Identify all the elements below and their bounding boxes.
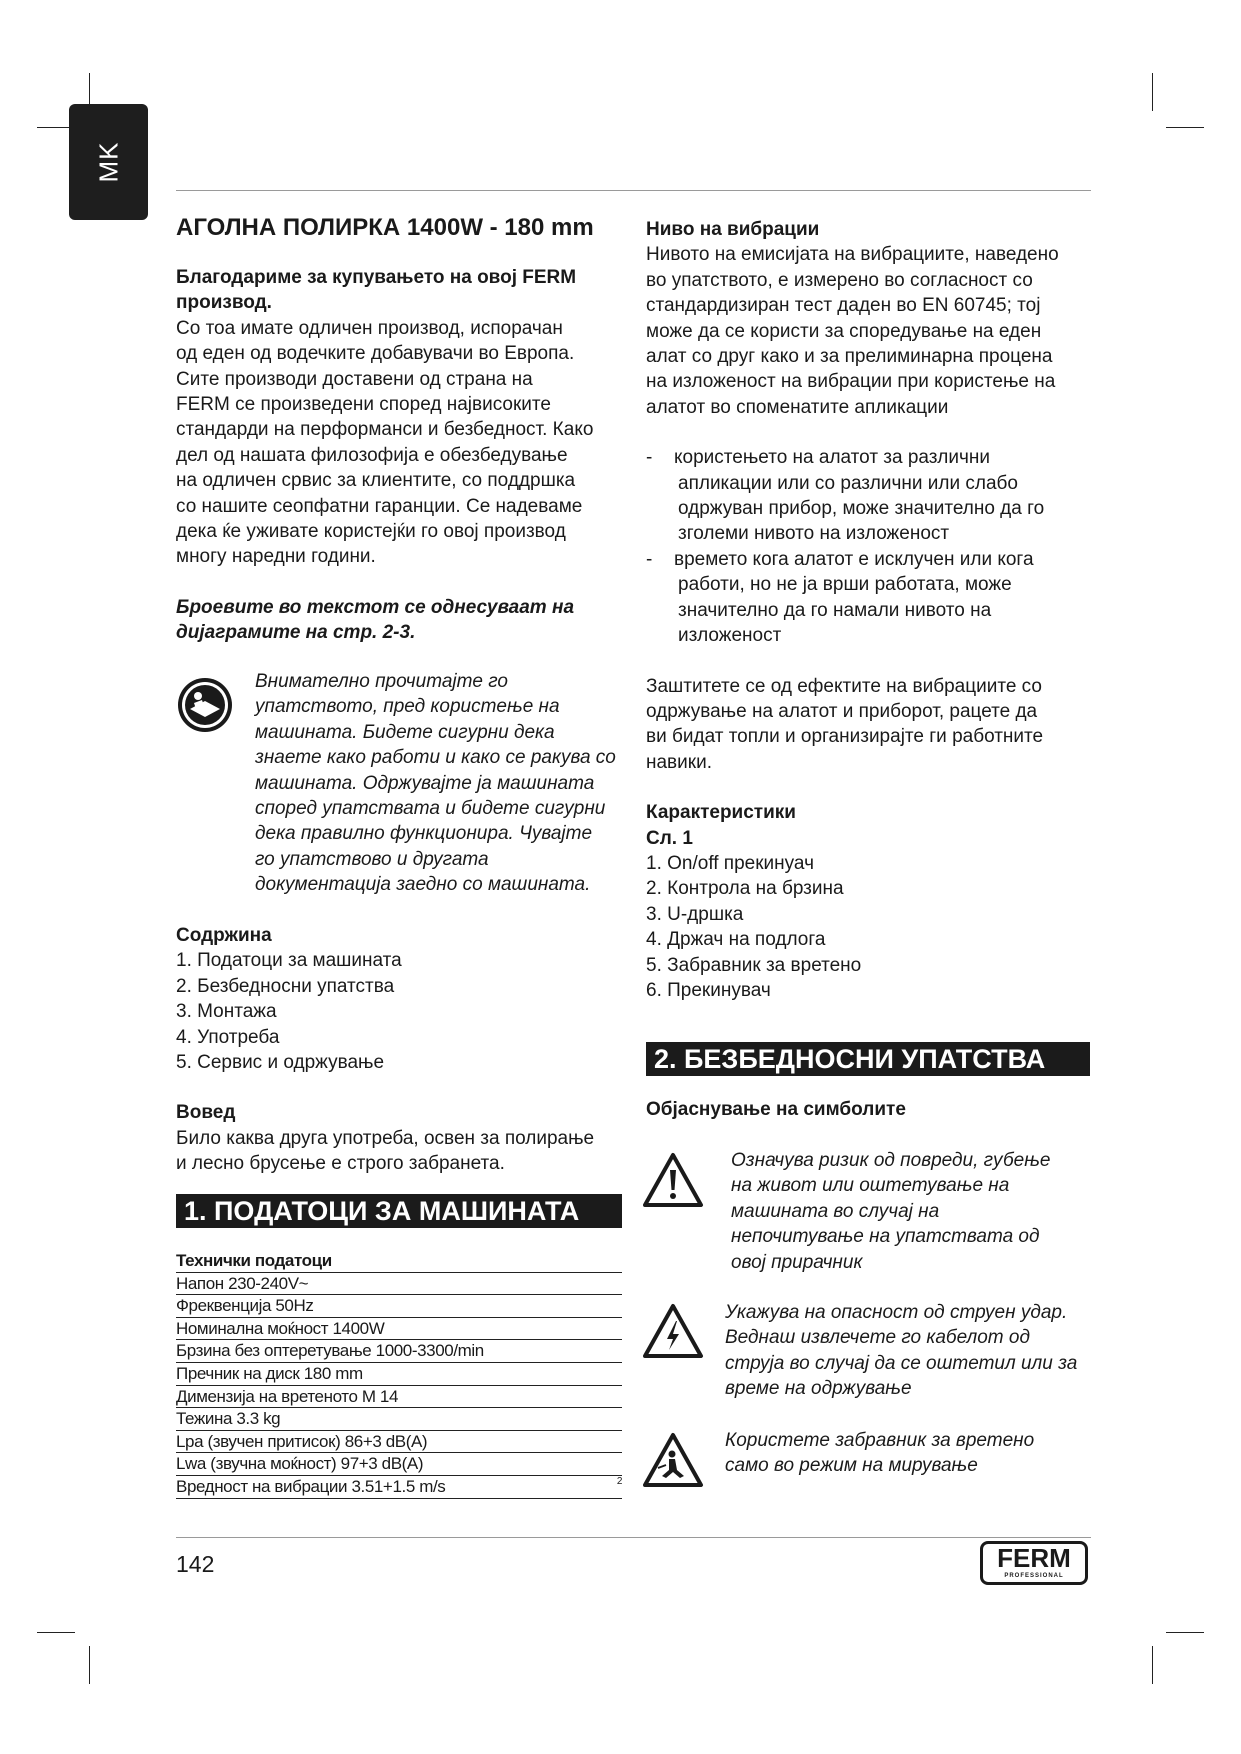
list-item [646, 445, 1106, 547]
table-row: Пречник на диск 180 mm [176, 1363, 622, 1386]
symbol-description [725, 1428, 1115, 1479]
section2-heading-bar: 2. БЕЗБЕДНОСНИ УПАТСТВА [646, 1042, 1090, 1076]
warning-triangle-icon [642, 1152, 704, 1208]
crop-mark [1152, 1646, 1153, 1684]
language-tab [69, 104, 148, 220]
protect-line: Заштитете се од ефектите на вибрациите со [646, 675, 1042, 697]
vibration-line: алатот во споменатите апликации [646, 396, 949, 418]
symbol-line: Укажува на опасност од струен удар. [725, 1302, 1068, 1323]
symbols-heading: Објаснување на симболите [646, 1099, 906, 1120]
manual-note-line: упатството, пред користење на [255, 696, 560, 718]
header-divider [176, 190, 1091, 191]
tech-data-table [176, 1250, 622, 1499]
vibration-line: алат со друг како и за прелиминарна процена [646, 346, 1053, 368]
intro-line: стандарди на перформанси и безбедност. Како [176, 419, 594, 441]
table-row: Напон 230-240V~ [176, 1273, 622, 1296]
brand-name: FERM [997, 1543, 1071, 1573]
intro-line: со нашите сеопфатни гаранции. Се надеваме [176, 495, 583, 517]
symbol-line: Користете забравник за вретено [725, 1430, 1035, 1451]
feature-item: 2. Контрола на брзина [646, 878, 844, 900]
intro-line: од еден од водечките добавувачи во Европа. [176, 343, 575, 365]
bullet-dash: - [646, 447, 653, 469]
symbol-line: Веднаш извлечете го кабелот од [725, 1327, 1030, 1349]
feature-item: 4. Држач на подлога [646, 929, 826, 951]
bullet-dash: - [646, 548, 653, 570]
intro-line: FERM се произведени според највисоките [176, 394, 551, 416]
footer-divider [176, 1537, 1091, 1538]
diagram-note-line: дијаграмите на стр. 2-3. [176, 622, 416, 644]
vibration-value: Вредност на вибрации 3.51+1.5 m/s [176, 1476, 446, 1496]
contents-item: 4. Употреба [176, 1026, 280, 1048]
thanks-line: Благодариме за купувањето на овој FERM [176, 267, 577, 288]
table-row: Фреквенција 50Hz [176, 1295, 622, 1318]
page-title: АГОЛНА ПОЛИРКА 1400W - 180 mm [176, 214, 594, 241]
vibration-line: на изложеност на вибрации при користење на [646, 371, 1056, 393]
manual-note-line: дека правилно функционира. Чувајте [255, 823, 593, 845]
vibration-heading: Ниво на вибрации [646, 219, 820, 240]
symbol-description [725, 1300, 1115, 1402]
symbol-description [731, 1148, 1111, 1275]
symbol-line: време на одржување [725, 1378, 912, 1400]
manual-note-line: документација заедно со машината. [255, 874, 591, 896]
usage-line: и лесно брусење е строго забранета. [176, 1153, 505, 1175]
crop-mark [1166, 1632, 1204, 1633]
vibration-line: Нивото на емисијата на вибрациите, наведено [646, 244, 1059, 266]
crop-mark [37, 1632, 75, 1633]
crop-mark [89, 1646, 90, 1684]
list-item [646, 547, 1106, 649]
vibration-line: може да се користи за споредување на еден [646, 320, 1042, 342]
bullet-line: зголеми нивото на изложеност [678, 523, 950, 545]
left-column [176, 213, 626, 646]
symbol-line: машината во случај на [731, 1200, 940, 1222]
superscript: 2 [616, 1475, 622, 1487]
vibration-line: во упатството, е измерено во согласност со [646, 269, 1033, 291]
manual-note-line: според упатствата и бидете сигурни [255, 798, 606, 820]
features-figure-ref: Сл. 1 [646, 827, 693, 849]
protect-line: одржување на алатот и приборот, рацете да [646, 700, 1038, 722]
bullet-line: времето кога алатот е исклучен или кога [674, 548, 1034, 570]
crop-mark [1152, 73, 1153, 111]
usage-line: Било каква друга употреба, освен за полирање [176, 1127, 595, 1149]
intro-line: Со тоа имате одличен производ, испорачан [176, 317, 563, 339]
symbol-line: на живот или оштетување на [731, 1175, 1010, 1197]
symbol-line: Означува ризик од повреди, губење [731, 1150, 1051, 1171]
feature-item: 3. U-дршка [646, 903, 744, 925]
protect-line: ви бидат топли и организирајте ги работните [646, 726, 1044, 748]
contents-item: 2. Безбедносни упатства [176, 975, 395, 997]
manual-note-line: Внимателно прочитајте го [255, 671, 509, 692]
vibration-line: стандардизиран тест даден во EN 60745; тој [646, 295, 1041, 317]
intro-line: на одличен срвис за клиентите, со поддршка [176, 470, 576, 492]
brand-subtitle: PROFESSIONAL [1004, 1573, 1064, 1579]
crop-mark [1166, 127, 1204, 128]
protect-line: навики. [646, 751, 712, 773]
language-label: MK [93, 141, 123, 183]
feature-item: 1. On/off прекинуач [646, 852, 814, 874]
table-row: Номинална моќност 1400W [176, 1318, 622, 1341]
spindle-lock-icon [642, 1432, 704, 1488]
contents-item: 5. Сервис и одржување [176, 1052, 385, 1074]
contents-block [176, 923, 626, 1177]
manual-note-line: знаете како работи и како се ракува со [255, 747, 616, 769]
feature-item: 5. Забравник за вретено [646, 954, 862, 976]
intro-line: дел од нашата филозофија е обезбедување [176, 444, 568, 466]
right-column [646, 217, 1106, 1003]
manual-note-line: го упатствово и другата [255, 848, 489, 870]
bullet-line: работи, но не ја врши работата, може [678, 574, 1012, 596]
tech-data-heading: Технички податоци [176, 1250, 622, 1273]
manual-note-line: машината. Одржувајте ја машината [255, 772, 595, 794]
contents-heading: Содржина [176, 925, 272, 946]
symbol-line: струја во случај да се оштетил или за [725, 1352, 1078, 1374]
symbol-line: само во режим на мирување [725, 1455, 978, 1477]
manual-note-line: машината. Бидете сигурни дека [255, 721, 555, 743]
table-row: Димензија на вретеното M 14 [176, 1386, 622, 1409]
table-row: Брзина без оптеретување 1000-3300/min [176, 1340, 622, 1363]
intro-heading: Вовед [176, 1102, 236, 1124]
intro-line: многу наредни години. [176, 546, 376, 568]
symbol-line: овој прирачник [731, 1251, 863, 1273]
feature-item: 6. Прекинувач [646, 979, 771, 1001]
contents-item: 1. Податоци за машината [176, 950, 402, 972]
bullet-line: користењето на алатот за различни [674, 447, 990, 469]
section1-heading-bar: 1. ПОДАТОЦИ ЗА МАШИНАТА [176, 1194, 622, 1228]
table-row: Тежина 3.3 kg [176, 1408, 622, 1431]
bullet-line: одржуван прибор, може значително да го [678, 498, 1045, 520]
table-row: Lwa (звучна моќност) 97+3 dB(A) [176, 1453, 622, 1476]
electric-shock-icon [642, 1303, 704, 1359]
symbol-line: непочитување на упатствата од [731, 1226, 1040, 1248]
thanks-line: производ. [176, 292, 272, 314]
features-heading: Карактеристики [646, 802, 796, 824]
read-manual-icon [176, 676, 234, 734]
page-number: 142 [176, 1551, 215, 1577]
table-row [176, 1476, 622, 1499]
manual-note [255, 669, 635, 898]
diagram-note-line: Броевите во текстот се однесуваат на [176, 596, 575, 618]
intro-line: Сите производи доставени од страна на [176, 368, 533, 390]
ferm-logo [980, 1541, 1088, 1585]
contents-item: 3. Монтажа [176, 1001, 277, 1023]
bullet-line: значително да го намали нивото на [678, 599, 992, 621]
table-row: Lpa (звучен притисок) 86+3 dB(A) [176, 1431, 622, 1454]
bullet-line: изложеност [678, 625, 782, 647]
intro-line: дека ќе уживате користејќи го овој производ [176, 521, 566, 543]
bullet-line: апликации или со различни или слабо [678, 472, 1018, 494]
